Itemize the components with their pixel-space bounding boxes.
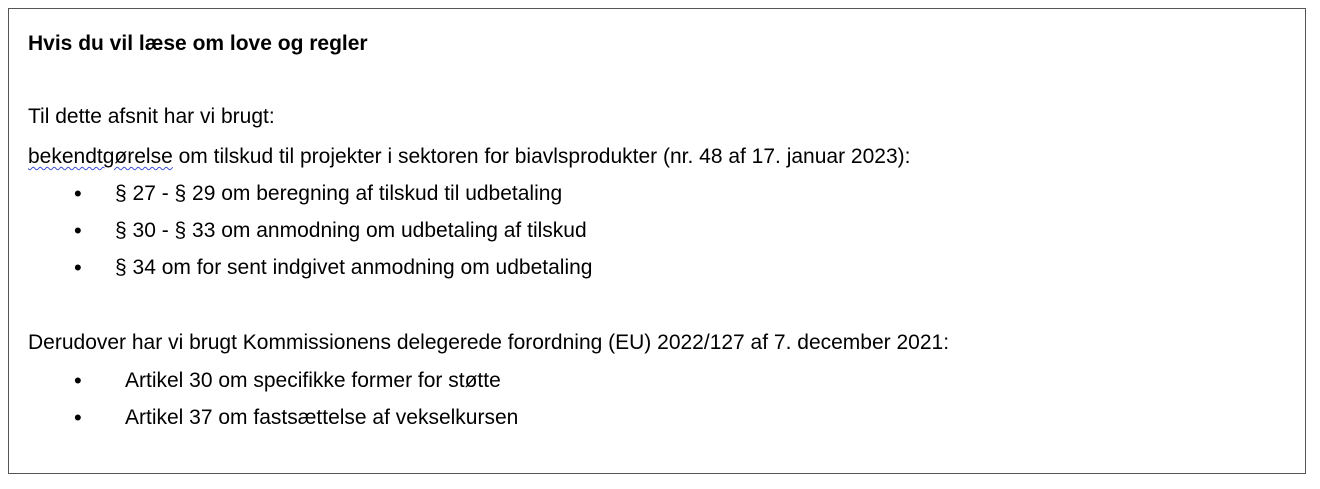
list-item: § 27 - § 29 om beregning af tilskud til udbetaling xyxy=(115,182,563,205)
regulation-reference-text: om tilskud til projekter i sektoren for biavlsprodukter (nr. 48 af 17. januar 2023): xyxy=(172,145,911,168)
bullet-icon: • xyxy=(74,181,82,206)
spellcheck-word[interactable]: bekendtgørelse xyxy=(28,145,173,168)
list-item: § 30 - § 33 om anmodning om udbetaling af tilskud xyxy=(115,219,587,242)
list-item: Artikel 30 om specifikke former for støtte xyxy=(125,369,501,392)
list-item: § 34 om for sent indgivet anmodning om udbetaling xyxy=(115,256,593,279)
bullet-icon: • xyxy=(74,255,82,280)
bullet-icon: • xyxy=(74,368,82,393)
regulation-reference xyxy=(28,144,910,170)
list-item: Artikel 37 om fastsættelse af vekselkursen xyxy=(125,406,519,429)
bullet-icon: • xyxy=(74,218,82,243)
bullet-icon: • xyxy=(74,405,82,430)
intro-text: Til dette afsnit har vi brugt: xyxy=(28,105,275,128)
section-heading: Hvis du vil læse om love og regler xyxy=(28,32,368,55)
additional-text: Derudover har vi brugt Kommissionens delegerede forordning (EU) 2022/127 af 7. december 2021: xyxy=(28,331,950,354)
